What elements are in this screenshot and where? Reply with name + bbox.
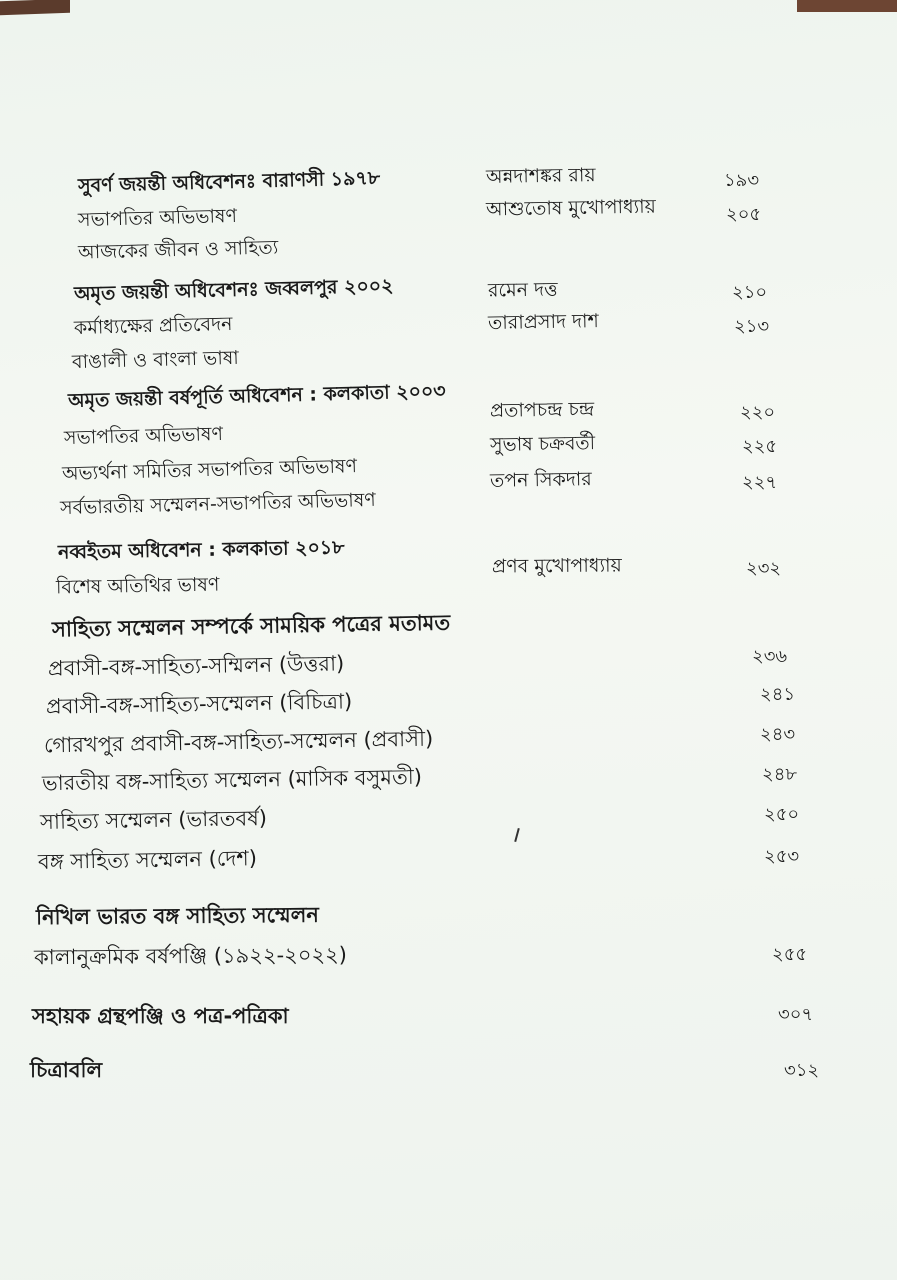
page-number: ২৫৩ xyxy=(764,846,800,867)
page-number: ২২০ xyxy=(740,402,776,423)
section-heading: অমৃত জয়ন্তী বর্ষপূর্তি অধিবেশন : কলকাতা ২০০৩ xyxy=(67,380,446,412)
entry-title: ভারতীয় বঙ্গ-সাহিত্য সম্মেলন (মাসিক বসুমতী) xyxy=(41,764,423,796)
entry-title: বিশেষ অতিথির ভাষণ xyxy=(55,573,220,599)
section-heading: সুবর্ণ জয়ন্তী অধিবেশনঃ বারাণসী ১৯৭৮ xyxy=(77,167,381,197)
page-number: ২৩৬ xyxy=(752,646,788,667)
entry-title: গোরখপুর প্রবাসী-বঙ্গ-সাহিত্য-সম্মেলন (প্রবাসী) xyxy=(43,726,434,758)
page-number: ২৪৮ xyxy=(762,764,798,785)
page-number: ১৯৩ xyxy=(724,170,760,191)
entry-title: সাহিত্য সম্মেলন (ভারতবর্ষ) xyxy=(39,806,268,834)
entry-title: প্রবাসী-বঙ্গ-সাহিত্য-সম্মেলন (বিচিত্রা) xyxy=(45,689,353,719)
page-number: ২১০ xyxy=(732,282,768,303)
entry-author: আশুতোষ মুখোপাধ্যায় xyxy=(485,195,657,221)
page-number: ২৪৩ xyxy=(760,724,796,745)
illustrations-heading: চিত্রাবলি xyxy=(30,1058,103,1082)
entry-title: কালানুক্রমিক বর্ষপঞ্জি (১৯২২-২০২২) xyxy=(33,942,348,970)
page-number: ২০৫ xyxy=(726,204,762,225)
book-cover-edge xyxy=(0,0,70,15)
entry-title: সভাপতির অভিভাষণ xyxy=(77,204,238,232)
section-heading: অমৃত জয়ন্তী অধিবেশনঃ জব্বলপুর ২০০২ xyxy=(73,274,394,306)
page-number: ২৪১ xyxy=(760,684,796,705)
page-number: ২২৫ xyxy=(742,436,778,457)
page-number: ২৫০ xyxy=(764,804,800,825)
entry-author: প্রতাপচন্দ্র চন্দ্র xyxy=(489,398,595,422)
entry-author: অন্নদাশঙ্কর রায় xyxy=(485,164,596,188)
section-heading: নিখিল ভারত বঙ্গ সাহিত্য সম্মেলন xyxy=(35,902,319,930)
page-number: ২২৭ xyxy=(742,472,778,493)
page-number: ৩১২ xyxy=(784,1060,820,1081)
entry-title: আজকের জীবন ও সাহিত্য xyxy=(77,236,279,264)
entry-author: প্রণব মুখোপাধ্যায় xyxy=(491,554,622,578)
bibliography-heading: সহায়ক গ্রন্থপঞ্জি ও পত্র-পত্রিকা xyxy=(32,1004,289,1028)
section-heading: নব্বইতম অধিবেশন : কলকাতা ২০১৮ xyxy=(57,536,345,564)
entry-title: অভ্যর্থনা সমিতির সভাপতির অভিভাষণ xyxy=(61,455,358,485)
page-number: ৩০৭ xyxy=(778,1004,814,1025)
entry-title: প্রবাসী-বঙ্গ-সাহিত্য-সম্মিলন (উত্তরা) xyxy=(47,651,345,681)
entry-title: সভাপতির অভিভাষণ xyxy=(63,422,224,450)
entry-author: রমেন দত্ত xyxy=(487,278,558,302)
entry-title: কর্মাধ্যক্ষের প্রতিবেদন xyxy=(73,312,233,340)
book-cover-edge xyxy=(797,0,897,12)
entry-author: সুভাষ চক্রবর্তী xyxy=(489,432,596,456)
page-number: ২৩২ xyxy=(746,558,782,579)
entry-title: বঙ্গ সাহিত্য সম্মেলন (দেশ) xyxy=(37,846,258,874)
section-heading: সাহিত্য সম্মেলন সম্পর্কে সাময়িক পত্রের মতামত xyxy=(51,610,451,642)
page-number: ২১৩ xyxy=(734,316,770,337)
entry-author: তারাপ্রসাদ দাশ xyxy=(487,310,599,334)
entry-title: সর্বভারতীয় সম্মেলন-সভাপতির অভিভাষণ xyxy=(59,488,377,520)
page-number: ২৫৫ xyxy=(772,944,808,965)
pen-mark xyxy=(514,828,520,842)
entry-title: বাঙালী ও বাংলা ভাষা xyxy=(71,346,240,374)
entry-author: তপন সিকদার xyxy=(489,468,592,492)
